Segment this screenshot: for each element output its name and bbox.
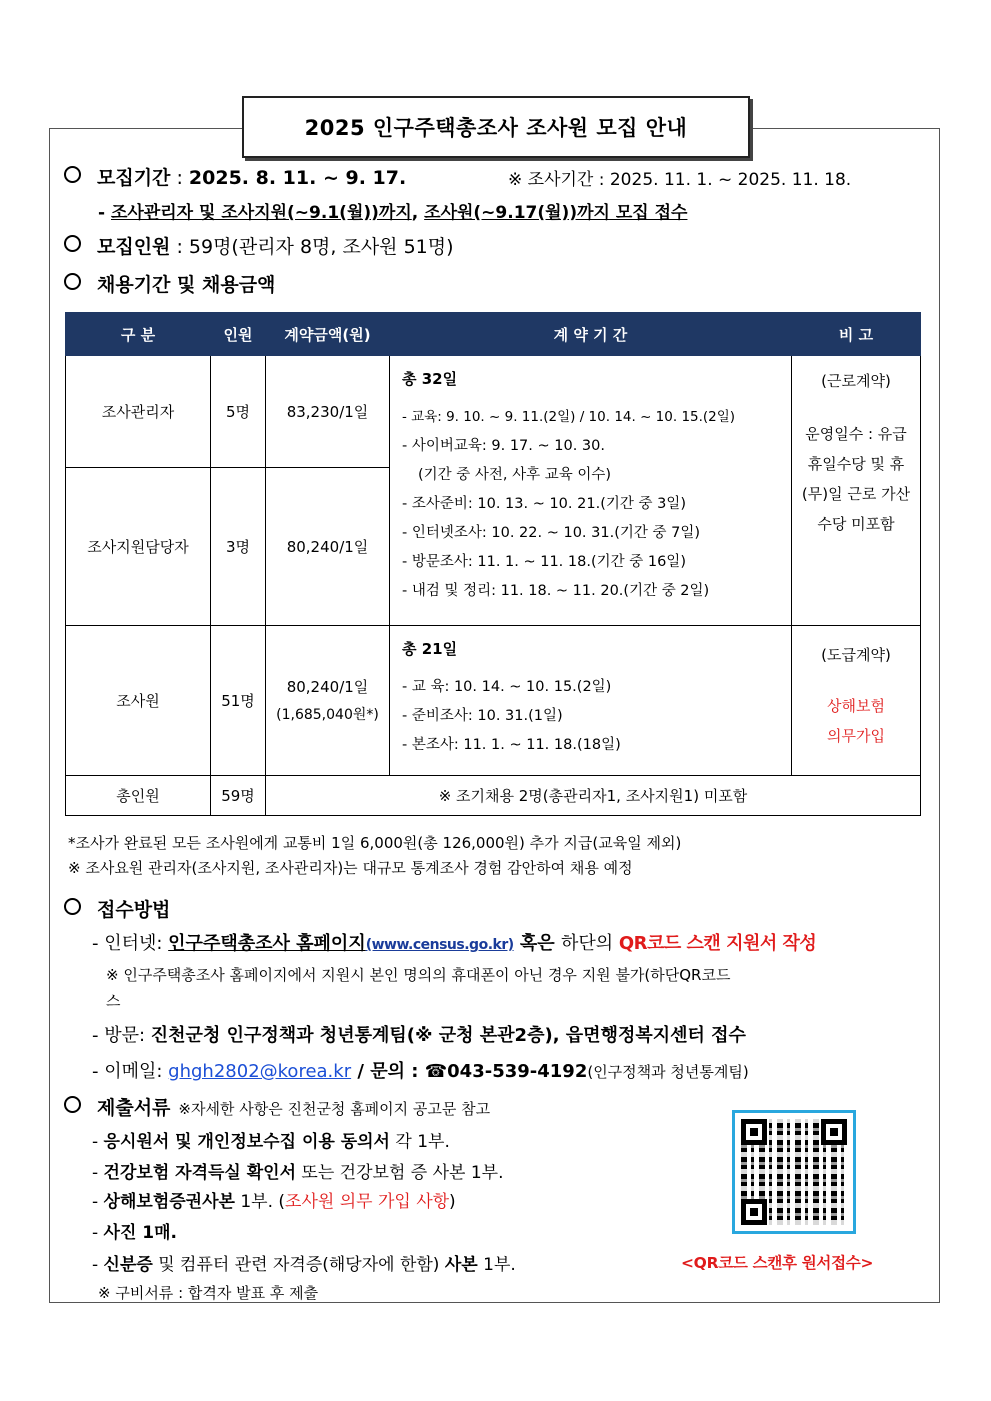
hiring-table [65, 312, 921, 816]
apply-email-line [92, 1057, 749, 1083]
note-a-2: 운영일수 : 유급휴일수당 및 휴(무)일 근로 가산수당 미포함 [801, 425, 911, 533]
circle-bullet-icon [64, 273, 81, 290]
cell-count: 5명 [211, 356, 266, 468]
visit-prefix: - 방문: [92, 1025, 151, 1046]
phone-number: 043-539-4192 [447, 1061, 588, 1082]
note-b-1: (도급계약) [821, 646, 891, 664]
table-row [66, 356, 921, 468]
table-header-row [66, 313, 921, 356]
survey-period: ※ 조사기간 : 2025. 11. 1. ~ 2025. 11. 18. [508, 170, 852, 190]
circle-bullet-icon [64, 898, 81, 915]
comma: , [411, 203, 425, 223]
recruit-period-value: 2025. 8. 11. ~ 9. 17. [188, 167, 407, 189]
cell-period-a [390, 356, 792, 626]
dash: - [92, 1132, 104, 1152]
qr-finder [741, 1199, 767, 1225]
apply-heading: 접수방법 [97, 899, 171, 921]
list-item: - 내검 및 정리: 11. 18. ~ 11. 20.(기간 중 2일) [402, 583, 710, 599]
qr-finder [821, 1119, 847, 1145]
email-sep: / [351, 1061, 371, 1082]
apply-internet-line [92, 929, 816, 955]
document-item [92, 1187, 456, 1212]
documents-heading: 제출서류 [97, 1097, 171, 1119]
list-item: - 교 육: 10. 14. ~ 10. 15.(2일) [402, 679, 612, 695]
list-item: (기간 중 사전, 사후 교육 이수) [418, 467, 612, 483]
cell-amount: 80,240/1일 [266, 468, 390, 626]
footnote-manager: ※ 조사요원 관리자(조사지원, 조사관리자)는 대규모 통계조사 경험 감안하여 채용 예정 [68, 859, 633, 877]
doc3-rest: 1부. ( [234, 1192, 286, 1212]
dash: - [92, 1255, 104, 1275]
circle-bullet-icon [64, 166, 81, 183]
doc2-rest: 또는 건강보험 증 사본 1부. [296, 1163, 504, 1183]
recruit-count-label: 모집인원 [97, 236, 171, 258]
doc3-bold: 상해보험증권사본 [103, 1192, 235, 1212]
doc3-close: ) [449, 1192, 456, 1212]
cell-total-label: 총인원 [66, 776, 211, 816]
list-item: - 교육: 9. 10. ~ 9. 11.(2일) / 10. 14. ~ 10. 15.(2일) [402, 409, 736, 425]
doc5-rest: 및 컴퓨터 관련 자격증(해당자에 한함) [152, 1255, 445, 1275]
qr-apply-text: QR코드 스캔 지원서 작성 [618, 933, 817, 954]
table-total-row [66, 776, 921, 816]
cell-count: 51명 [211, 626, 266, 776]
col-header-note: 비 고 [792, 313, 921, 356]
footnote-transport: *조사가 완료된 모든 조사원에게 교통비 1일 6,000원(총 126,000원) 추가 지급(교육일 제외) [68, 834, 682, 852]
dash: - [98, 203, 111, 223]
qr-finder [741, 1119, 767, 1145]
documents-heading-line [64, 1093, 490, 1120]
internet-bottom: 하단의 [560, 933, 619, 954]
recruit-period-line [64, 163, 406, 190]
cell-total-note: ※ 조기채용 2명(총관리자1, 조사지원1) 미포함 [266, 776, 921, 816]
doc2-bold: 건강보험 자격득실 확인서 [103, 1163, 297, 1183]
note-b-2: 상해보험 의무가입 [827, 697, 885, 745]
cell-note-a [792, 356, 921, 626]
document-item [92, 1218, 177, 1243]
email-link[interactable]: ghgh2802@korea.kr [168, 1061, 352, 1082]
recruit-count-line [64, 232, 454, 259]
qr-code-icon[interactable] [732, 1110, 856, 1234]
internet-or: 혹은 [513, 933, 561, 954]
col-header-count: 인원 [211, 313, 266, 356]
doc4-bold: 사진 1매. [103, 1223, 178, 1243]
col-header-amount: 계약금액(원) [266, 313, 390, 356]
period-a-total: 총 32일 [402, 370, 458, 388]
amount-daily: 80,240/1일 [286, 677, 369, 696]
document-item [92, 1127, 450, 1152]
doc3-red: 조사원 의무 가입 사항 [285, 1192, 450, 1212]
recruit-count-value: : 59명(관리자 8명, 조사원 51명) [170, 236, 454, 258]
period-b-list [402, 673, 781, 760]
recruit-period-label: 모집기간 [97, 167, 171, 189]
hiring-heading-line [64, 270, 275, 297]
visit-text: 진천군청 인구정책과 청년통계팀(※ 군청 본관2층), 읍면행정복지센터 접수 [150, 1025, 746, 1046]
cell-category: 조사원 [66, 626, 211, 776]
document-item [92, 1250, 516, 1275]
circle-bullet-icon [64, 235, 81, 252]
documents-note: ※자세한 사항은 진천군청 홈페이지 공고문 참고 [178, 1100, 491, 1118]
circle-bullet-icon [64, 1096, 81, 1113]
page-title: 2025 인구주택총조사 조사원 모집 안내 [304, 116, 688, 140]
recruit-detail-a: 조사관리자 및 조사지원(~9.1(월))까지 [110, 203, 412, 223]
list-item: - 인터넷조사: 10. 22. ~ 10. 31.(기간 중 7일) [402, 525, 700, 541]
note-a-1: (근로계약) [821, 372, 891, 390]
phone-icon: ☎ [424, 1061, 448, 1082]
cell-count: 3명 [211, 468, 266, 626]
doc5-rest2: 1부. [477, 1255, 516, 1275]
doc5-bold: 신분증 [103, 1255, 153, 1275]
sep: : [170, 167, 189, 189]
period-b-total: 총 21일 [402, 640, 458, 658]
cell-period-b [390, 626, 792, 776]
cell-note-b [792, 626, 921, 776]
internet-site-link[interactable]: 인구주택총조사 홈페이지 [168, 933, 366, 954]
period-a-list [402, 403, 781, 606]
internet-note-2: 스 [106, 992, 121, 1010]
page-title-box [242, 96, 750, 158]
cell-amount [266, 626, 390, 776]
table-row [66, 626, 921, 776]
internet-prefix: - 인터넷: [92, 933, 169, 954]
internet-note: ※ 인구주택총조사 홈페이지에서 지원시 본인 명의의 휴대폰이 아닌 경우 지원 불가(하단QR코드 [106, 966, 731, 984]
inquiry-label: 문의 : [370, 1061, 425, 1082]
apply-visit-line [92, 1021, 746, 1047]
col-header-period: 계 약 기 간 [390, 313, 792, 356]
list-item: - 준비조사: 10. 31.(1일) [402, 708, 563, 724]
email-prefix: - 이메일: [92, 1061, 169, 1082]
dash: - [92, 1163, 104, 1183]
list-item: - 본조사: 11. 1. ~ 11. 18.(18일) [402, 737, 621, 753]
dash: - [92, 1223, 104, 1243]
cell-total-count: 59명 [211, 776, 266, 816]
cell-category: 조사관리자 [66, 356, 211, 468]
col-header-category: 구 분 [66, 313, 211, 356]
hiring-heading: 채용기간 및 채용금액 [97, 274, 276, 296]
qr-caption: <QR코드 스캔후 원서접수> [681, 1254, 874, 1272]
cell-amount: 83,230/1일 [266, 356, 390, 468]
doc5-bold2: 사본 [444, 1255, 478, 1275]
document-item [92, 1158, 504, 1183]
phone-team: (인구정책과 청년통계팀) [587, 1063, 749, 1081]
list-item: - 조사준비: 10. 13. ~ 10. 21.(기간 중 3일) [402, 496, 686, 512]
doc1-bold: 응시원서 및 개인정보수집 이용 동의서 [103, 1132, 390, 1152]
apply-heading-line [64, 895, 170, 922]
list-item: - 방문조사: 11. 1. ~ 11. 18.(기간 중 16일) [402, 554, 686, 570]
dash: - [92, 1192, 104, 1212]
census-url-link[interactable]: (www.census.go.kr) [365, 937, 514, 953]
recruit-detail-line [98, 198, 687, 223]
qr-code-pattern [741, 1119, 847, 1225]
cell-category: 조사지원담당자 [66, 468, 211, 626]
doc1-rest: 각 1부. [389, 1132, 450, 1152]
list-item: - 사이버교육: 9. 17. ~ 10. 30. [402, 438, 605, 454]
recruit-detail-b: 조사원(~9.17(월))까지 모집 접수 [424, 203, 688, 223]
documents-extra: ※ 구비서류 : 합격자 발표 후 제출 [98, 1284, 319, 1302]
amount-total: (1,685,040원*) [276, 706, 379, 723]
